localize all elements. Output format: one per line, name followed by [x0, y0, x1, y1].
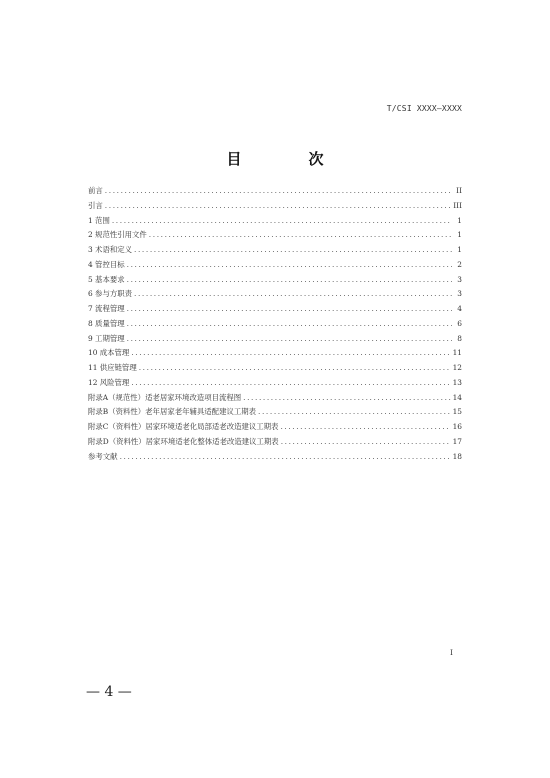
toc-dot-leader [127, 332, 452, 347]
toc-entry[interactable] [88, 243, 462, 258]
toc-dot-leader [131, 376, 450, 391]
toc-entry-page: 1 [457, 215, 462, 225]
toc-dot-leader [139, 361, 451, 376]
toc-entry-label: 11 供应链管理 [88, 363, 137, 372]
toc-entry[interactable] [88, 302, 462, 317]
toc-entry-label: 2 规范性引用文件 [88, 230, 147, 240]
toc-entry[interactable] [88, 435, 462, 450]
toc-entry-label: 12 风险管理 [88, 377, 130, 387]
table-of-contents [88, 184, 462, 464]
toc-entry-page: III [453, 200, 462, 210]
toc-dot-leader [280, 420, 450, 435]
folio-page-number: — 4 — [86, 684, 132, 700]
toc-dot-leader [105, 199, 451, 214]
page-title: 目 次 [226, 150, 350, 168]
toc-entry[interactable] [88, 332, 462, 347]
toc-entry-label: 9 工期管理 [88, 333, 125, 343]
toc-entry-page: 3 [457, 274, 462, 284]
toc-dot-leader [127, 258, 452, 273]
toc-entry-page: 16 [452, 422, 462, 431]
toc-entry-label: 引言 [88, 200, 103, 210]
toc-dot-leader [105, 184, 452, 199]
toc-entry-label: 附录B（资料性）老年居家老年辅具适配建议工期表 [88, 407, 257, 417]
toc-dot-leader [258, 405, 451, 420]
toc-entry[interactable] [88, 391, 462, 406]
toc-entry-label: 参考文献 [88, 451, 118, 461]
toc-entry-page: 13 [452, 377, 462, 387]
toc-entry-label: 3 术语和定义 [88, 245, 133, 254]
toc-entry[interactable] [88, 361, 462, 376]
toc-entry[interactable] [88, 199, 462, 214]
toc-entry[interactable] [88, 317, 462, 332]
toc-entry[interactable] [88, 184, 462, 199]
toc-entry[interactable] [88, 450, 462, 465]
toc-entry-label: 前言 [88, 186, 103, 195]
toc-dot-leader [112, 214, 452, 229]
toc-dot-leader [127, 317, 452, 332]
toc-entry-label: 附录D（资料性）居家环境适老化整体适老改造建议工期表 [88, 436, 279, 446]
toc-entry[interactable] [88, 420, 462, 435]
toc-entry-page: II [456, 186, 462, 195]
toc-dot-leader [120, 450, 451, 465]
toc-entry-label: 附录A（规范性）适老居家环境改造项目流程图 [88, 392, 242, 402]
toc-entry[interactable] [88, 258, 462, 273]
toc-dot-leader [134, 287, 452, 302]
toc-entry-page: 8 [457, 333, 462, 343]
toc-entry[interactable] [88, 346, 462, 361]
toc-entry-page: 6 [457, 318, 462, 328]
toc-entry[interactable] [88, 287, 462, 302]
toc-entry-label: 8 质量管理 [88, 318, 125, 328]
toc-entry-page: 14 [452, 392, 462, 402]
toc-entry-label: 10 成本管理 [88, 348, 130, 358]
toc-entry-page: 12 [452, 363, 462, 372]
toc-entry-page: 2 [457, 259, 462, 269]
standard-code: T/CSI XXXX—XXXX [386, 104, 462, 113]
toc-entry-label: 1 范围 [88, 215, 110, 225]
toc-entry-page: 1 [457, 245, 462, 254]
toc-dot-leader [243, 391, 450, 406]
toc-entry-page: 4 [457, 304, 462, 313]
toc-entry[interactable] [88, 376, 462, 391]
toc-entry-page: 17 [452, 436, 462, 446]
toc-entry-page: 3 [457, 289, 462, 299]
toc-dot-leader [127, 273, 452, 288]
toc-entry[interactable] [88, 273, 462, 288]
toc-entry-page: 11 [452, 348, 462, 358]
toc-entry-page: 1 [457, 230, 462, 240]
toc-entry-label: 5 基本要求 [88, 274, 125, 284]
toc-entry-page: 18 [452, 451, 462, 461]
toc-dot-leader [127, 302, 452, 317]
page-number-roman: I [450, 648, 453, 657]
toc-entry-page: 15 [452, 407, 462, 417]
toc-entry-label: 附录C（资料性）居家环境适老化局部适老改造建议工期表 [88, 422, 279, 431]
toc-dot-leader [131, 346, 450, 361]
toc-entry-label: 6 参与方职责 [88, 289, 133, 299]
toc-entry-label: 7 流程管理 [88, 304, 125, 313]
toc-dot-leader [149, 228, 452, 243]
toc-entry[interactable] [88, 405, 462, 420]
toc-entry[interactable] [88, 214, 462, 229]
toc-entry[interactable] [88, 228, 462, 243]
toc-dot-leader [134, 243, 452, 258]
toc-entry-label: 4 管控目标 [88, 259, 125, 269]
toc-dot-leader [281, 435, 451, 450]
